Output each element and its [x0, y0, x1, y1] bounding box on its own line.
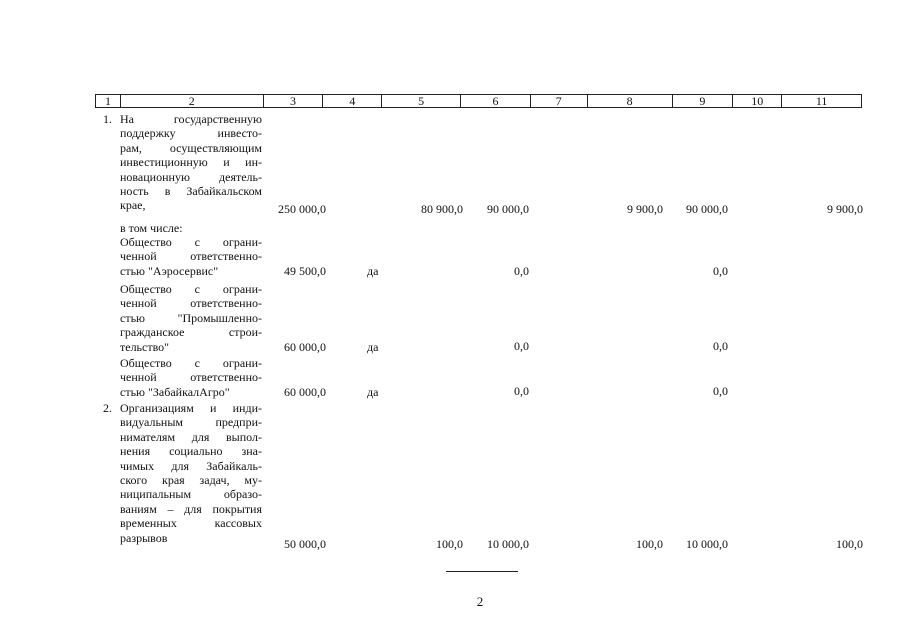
cell-col8: 100,0 [636, 537, 663, 551]
description-line: видуальным предпри- [120, 415, 262, 430]
description-line: ского края задач, му- [120, 472, 262, 487]
description-line: чимых для Забайкаль- [120, 458, 262, 473]
cell-col5: 80 900,0 [421, 202, 463, 216]
description-line: ченной ответственно- [120, 296, 262, 311]
description-line: крае, [120, 198, 146, 213]
row-description [120, 356, 262, 399]
header-cell-7: 7 [530, 95, 587, 107]
header-cell-6: 6 [460, 95, 530, 107]
cell-col11: 9 900,0 [827, 202, 863, 216]
row-number: 1. [103, 112, 112, 126]
row-description [120, 282, 262, 354]
description-line: Организациям и инди- [120, 401, 262, 415]
description-line: тельство" [120, 339, 170, 354]
cell-col3: 60 000,0 [284, 340, 326, 354]
cell-col3: 60 000,0 [284, 385, 326, 399]
description-line: нимателям для выпол- [120, 429, 262, 444]
cell-col9: 0,0 [713, 339, 728, 353]
cell-col4: да [367, 340, 379, 354]
page-number: 2 [476, 594, 484, 609]
cell-col5: 100,0 [436, 537, 463, 551]
row-description [120, 401, 262, 545]
cell-col3: 50 000,0 [284, 537, 326, 551]
description-line: Общество с ограни- [120, 356, 262, 370]
cell-col9: 10 000,0 [686, 537, 728, 551]
table-header-row [95, 94, 862, 108]
cell-col11: 100,0 [836, 537, 863, 551]
description-line: стью "Аэросервис" [120, 263, 219, 278]
header-cell-5: 5 [381, 95, 460, 107]
header-cell-4: 4 [322, 95, 381, 107]
description-line: ваниям – для покрытия [120, 501, 262, 516]
description-line: ность в Забайкальском [120, 183, 262, 198]
row-number: 2. [103, 401, 112, 415]
cell-col9: 90 000,0 [686, 202, 728, 216]
separator-line [446, 571, 518, 572]
description-line: стью "ЗабайкалАгро" [120, 384, 230, 399]
cell-col3: 49 500,0 [284, 264, 326, 278]
description-line: Общество с ограни- [120, 282, 262, 296]
description-line: стью "Промышленно- [120, 310, 262, 325]
description-line: На государственную [120, 112, 262, 126]
description-line: рам, осуществляющим [120, 140, 262, 155]
cell-col8: 9 900,0 [627, 202, 663, 216]
row-description [120, 112, 262, 213]
cell-col6: 0,0 [514, 339, 529, 353]
header-cell-8: 8 [587, 95, 672, 107]
cell-col4: да [367, 385, 379, 399]
header-cell-3: 3 [263, 95, 323, 107]
description-line: Общество с ограни- [120, 235, 262, 249]
description-line: гражданское строи- [120, 325, 262, 340]
cell-col6: 0,0 [514, 264, 529, 278]
cell-col3: 250 000,0 [278, 202, 326, 216]
header-cell-2: 2 [120, 95, 263, 107]
description-line: новационную деятель- [120, 169, 262, 184]
description-line: инвестиционную и ин- [120, 155, 262, 170]
description-line: временных кассовых [120, 516, 262, 531]
cell-col6: 0,0 [514, 384, 529, 398]
cell-col6: 90 000,0 [487, 202, 529, 216]
header-cell-1: 1 [104, 94, 111, 108]
header-cell-11: 11 [781, 95, 861, 107]
description-line: разрывов [120, 530, 168, 545]
header-cell-9: 9 [672, 95, 733, 107]
row-description [120, 235, 262, 278]
cell-col9: 0,0 [713, 264, 728, 278]
description-line: нения социально зна- [120, 444, 262, 459]
description-line: ниципальным образо- [120, 487, 262, 502]
description-line: ченной ответственно- [120, 370, 262, 385]
subtitle-in-total: в том числе: [120, 221, 183, 235]
cell-col9: 0,0 [713, 384, 728, 398]
cell-col6: 10 000,0 [487, 537, 529, 551]
header-cell-10: 10 [732, 95, 781, 107]
description-line: поддержку инвесто- [120, 126, 262, 141]
description-line: ченной ответственно- [120, 249, 262, 264]
cell-col4: да [367, 264, 379, 278]
